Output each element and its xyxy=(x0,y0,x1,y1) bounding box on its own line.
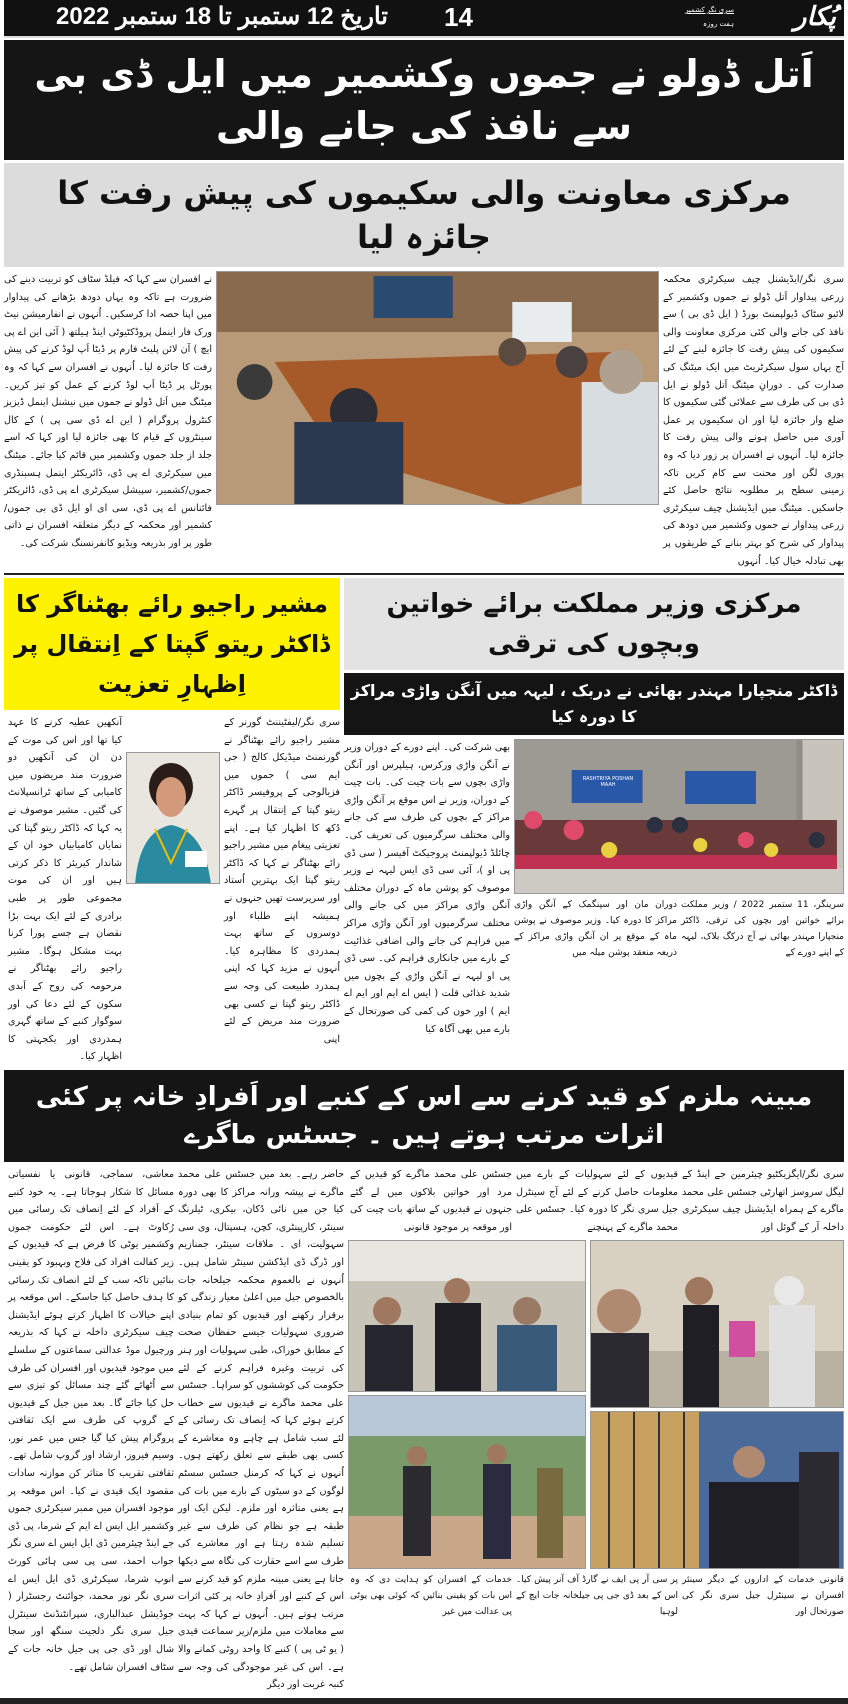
condolence-text-right: سری نگر/لیفٹیننٹ گورنر کے مشیر راجیو رائے بھٹناگر نے گورنمنٹ میڈیکل کالج ( جی ایم سی ) جموں میں فزیالوجی کے پروفیسر ڈاکٹر ریتو گپتا کے اِنتقال پر گہرے دُکھ کا اظہار کیا ہے۔ اپنے تعزیتی پیغام میں مشیر راجیو رائے بھٹناگر نے کہا کہ ڈاکٹر ریتو گپتا ایک بہترین اُستاد اور سرپرست تھیں جنہوں نے ہمیشہ اپنے طلباء اور دوسروں کے ساتھ بہت ہمدردی کا مظاہرہ کیا۔ اُنہوں نے مزید کہا کہ اپنی ہمدرد طبیعت کی وجہ سے ڈاکٹر ریتو گپتا نے کسی بھی ضرورت مند مریض کے لئے اپنی xyxy=(224,717,340,1045)
newspaper-logo: پُکار xyxy=(793,2,836,32)
lead-story-body xyxy=(4,271,844,570)
middle-section xyxy=(4,578,844,1066)
justice-text-e: معاشی، سماجی، قانونی یا نفسیاتی مسائل کا شکار ہوجاتا ہے۔ یہ خود کنبے کے اَفراد کے لئے اِنصاف تک رسائی میں رُکاوٹ ہے۔ اس لئے حکومت جموں وکشمیر یوٹی کا فرض ہے کہ قیدیوں کے زیر کفالت افراد کی فلاح وبہبود کو یقینی بنائیں تاکہ سب کے لئے انصاف تک رسائی کا ہدف حاصل کیا جاسکے۔ اس موقعہ پر اپنے خیالات کا اظہار کرتے ہوئے ایڈیشنل چیف سیکرٹری داخلہ نے کہا کہ بذریعہ ورچیول موڈ عدالتی سماعتوں کے سلسلے میں موجود قیدیوں اور افسران کی طرف سے اُٹھائے گئے چند مسائل کو تیزی سے حل کیا جائے گا۔ بعد میں جیل کے قیدیوں کے گروپ کی طرف سے ایک ثقافتی پروگرام پیش کیا گیا جس میں عمر نور، وسیم فیروز، ارشاد اور گروپ شامل تھے۔ ثقافتی تقریب کا متاثر کن موازنہ سادات مقصود ایک قیدی نے کیا۔ اس موقعہ پر موجود افسران میں ممبر سیکرٹری جموں وکشمیر ایل ایس اے ایم کے شرما، پی ڈی جے اینڈ چیئرمین ڈی ایل ایس اے سری نگر جواب احمد، سی پی سی ہائی کورٹ انوپ شرما، سیکرٹری ڈی ایل ایس اے سری نگر نور محمد، جوائنٹ رجسٹرار ( جوڈیشل عبدالباری، سپرانٹنڈنٹ سینٹرل جیل سری نگر دلجیت سنگھ اور سجا شال اور ڈی جی پی جیل خانہ جات کے سٹاف افسران شامل تھے۔ xyxy=(7,1168,174,1673)
city-label: سری نگر کشمیر xyxy=(685,6,734,14)
condolence-headline: مشیر راجیو رائے بھٹناگر کا ڈاکٹر ریتو گپتا کے اِنتقال پر اِظہارِ تعزیت xyxy=(4,578,340,710)
justice-headline: مبینہ ملزم کو قید کرنے سے اس کے کنبے اور اَفرادِ خانہ پر کئی اثرات مرتب ہوتے ہیں ۔ جسٹس ماگرے xyxy=(4,1070,844,1162)
justice-text-b: قیدیوں کے لئے سہولیات کے بارے میں معلومات حاصل کرنے کے لئے آج سینٹرل جیل سری نگر کا دورہ کیا۔ جسٹس علی محمد ماگرے کے پہنچنے xyxy=(516,1168,678,1233)
footer-rule xyxy=(0,1698,848,1704)
portrait-photo xyxy=(126,752,220,884)
minister-subheadline: ڈاکٹر منجپارا مہندر بھائی نے دربک ، لیہہ میں آنگن واڑی مراکز کا دورہ کیا xyxy=(344,673,844,735)
jail-visit-photo-1 xyxy=(348,1240,586,1392)
anganwadi-photo xyxy=(514,739,844,894)
lead-text-right: سری نگر/ایڈیشنل چیف سیکرٹری محکمہ زرعی پیداوار اَتل ڈولو نے جموں وکشمیر کے لائیو سٹاک ڈیولپمنٹ بورڈ ( ایل ڈی بی ) سے نافذ کی جانے والی کئی مرکزی معاونت والی سکیموں کی پیش رفت کا جائزہ لینے کے لئے آج یہاں سول سیکرٹریٹ میں ایک میٹنگ کی صدارت کی ۔ دورانِ میٹنگ اَتل ڈولو نے ایل ڈی بی کی طرف سے عملائی گئی سکیموں کا ضلع وار جائزہ لیا اور ان سکیموں پر عمل آوری میں حاصل ہونے والی پیش رفت کا جائزہ لیا۔ اُنہوں نے افسران پر زور دیا کہ وہ پوری لگن اور محنت سے کام کریں تاکہ زمینی سطح پر مطلوبہ نتائج حاصل کئے جاسکیں۔ میٹنگ میں ایڈیشنل چیف سیکرٹری زرعی پیداوار نے جموں وکشمیر میں دودھ کی پیداوار کی شرح کو بہتر بنانے کے طریقوں پر بھی تبادلہ خیال کیا۔ اُنہوں xyxy=(663,274,844,567)
justice-story xyxy=(4,1166,844,1694)
condolence-text-left: آنکھیں عطیہ کرنے کا عہد کیا تھا اور اس کی موت کے دن ان کی آنکھیں دو ضرورت مند مریضوں میں کامیابی کے ساتھ ٹرانسپلانٹ کی گئیں۔ مشیر موصوف نے یہ کہا کہ ڈاکٹر ریتو گپتا کی نمایاں کامیابیاں خود ان کے شاندار کیریئر کا ذکر کرتی ہیں اور ان کی موت مجموعی طور پر طبی برادری کے لئے ایک بہت بڑا نقصان ہے جسے پورا کرنا بہت مشکل ہوگا۔ مشیر راجیو رائے بھٹناگر نے مرحومہ کی روح کے اَبدی سکون کے لئے دعا کی اور سوگوار کنبے کے ساتھ گہری ہمدردی اور یکجہتی کا اظہار کیا۔ xyxy=(8,717,122,1063)
section-divider xyxy=(4,573,844,575)
masthead xyxy=(4,0,844,38)
justice-text-c: جسٹس علی محمد ماگرے کو قیدیں کے مرد اور خواتین بلاکوں میں لے گئے جنہوں نے قیدیوں کے ساتھ بات چیت کی اور موقعہ پر موجود قانونی xyxy=(350,1168,512,1233)
condolence-story xyxy=(4,578,340,1066)
minister-caption-right: سرینگر، 11 ستمبر 2022 / وزیر مملکت برائے خواتین اور بچوں کی ترقی، ڈاکٹر منجپارا مہندر بھائی نے آج درکگ بلاک، لیہہ کے اپنے دورے کے xyxy=(681,900,844,959)
justice-caption-2: پر سی آر پی ایف نے گارڈ آف آنر پیش کیا۔ اس کے بعد ڈی جی پی جیلخانہ جات ایچ کے لوہیا xyxy=(516,1575,678,1618)
justice-text-a: سری نگر/ایگزیکٹیو چیئرمین جے اینڈ کے لیگل سروسز اتھارٹی جسٹس علی محمد ماگرے کے ہمراہ ایڈیشنل چیف سیکرٹری داخلہ آر کے گوئل اور xyxy=(682,1168,844,1233)
justice-caption-1: قانونی خدمات کے اداروں کے دیگر سینئر افسران نے سینٹرل جیل سری نگر کی صورتحال اور xyxy=(682,1575,844,1618)
page-number: 14 xyxy=(444,2,473,32)
justice-caption-3: خدمات کے افسران کو ہدایت دی کہ وہ اس بات کو یقینی بنائیں کہ کوئی بھی یوٹی پی عدالت میں غیر xyxy=(350,1575,512,1618)
minister-caption-left: دوران مان اور سپنگمک کے آنگن واڑی مراکز کا دورہ کیا۔ وزیر موصوف نے پوشن ماہ کے موقع پر ان آنگن واڑی مراکز کے ذریعہ منعقد پوشن میلہ میں xyxy=(514,900,677,959)
jail-visit-photo-4 xyxy=(590,1411,844,1569)
meeting-photo xyxy=(216,271,659,505)
minister-headline: مرکزی وزیر مملکت برائے خواتین وبچوں کی ترقی xyxy=(344,578,844,670)
minister-story xyxy=(344,578,844,1038)
jail-visit-photo-2 xyxy=(348,1395,586,1569)
issue-date: تاریخ 12 ستمبر تا 18 ستمبر 2022 xyxy=(56,3,388,30)
justice-text-d: حاضر رہے۔ بعد میں جسٹس علی محمد ماگرے نے پیشہ ورانہ مراکز کا بھی دورہ کیا جن میں نائی دُکان، بیکری، ٹیلرنگ سینٹر، کارپینٹری، کچن، ہسپتال، وی سی سہولیت، ای ۔ ملاقات سینٹر، جمنازیم اور ڈرگ ڈی ایڈکشن سینٹر شامل ہیں۔ اُنہوں نے بالعموم محکمہ جیلخانہ جات بالخصوص جیل میں اعلیٰ معیار زندگی کو برقرار رکھنے اور قیدیوں کو تمام بنیادی ضروری سہولیات جیسے حفظان صحت کے مطابق خوراک، طبی سہولیات اور ہنر کی تربیت وغیرہ فراہم کرنے کے لئے حکومت کی کوششوں کو سراہا۔ جسٹس علی محمد ماگرے نے قیدیوں سے خطاب کرتے ہوئے کہا کہ اِنصاف تک رسائی کے لئے سب شامل ہے چاہے وہ معاشرے کے کسی بھی طبقے سے تعلق رکھتے ہوں۔ اُنہوں نے کہا کہ کرمنل جسٹس سسٹم لوگوں کے دو سیٹوں کے بارے میں بات کی ہے یعنی متاثرہ اور ملزم۔ لیکن ایک اور طبقہ ہے جو نظام کی طرف سے غیر تسلیم شدہ رہتا ہے اور معاشرے کی طرف سے اسے حقارت کی نگاہ سے دیکھا جاتا ہے یعنی مبینہ ملزم کو قید کرنے سے اس کے کنبے اور اَفرادِ خانہ پر کئی اثرات مرتب ہوتے ہیں۔ اُنہوں نے کہا کہ بہت سے معاملات میں ملزم/زیر سماعت قیدی ( یو ٹی پی ) کنبے کا واحد روٹی کمانے والا ہے۔ اس کی غیر موجودگی کی وجہ سے کنبہ غربت اور دیگر xyxy=(178,1168,344,1691)
minister-text: بھی شرکت کی۔ اپنے دورے کے دوران وزیر نے آنگن واڑی ورکرس، ہیلپرس اور آنگن واڑی بچوں سے بات چیت کی۔ بات چیت کے دوران، وزیر نے اس موقع پر آنگن واڑی مراکز کے بچوں کی طرف سے کی جانے والی مختلف سرگرمیوں کی تعریف کی۔ چائلڈ ڈیولپمنٹ پروجیکٹ آفیسر ( سی ڈی پی او )، آئی سی ڈی ایس لیہہ نے وزیر موصوف کو پوشن ماہ کے دوران مختلف آنگن واڑی مراکز میں کی جانے والی مختلف سرگرمیوں اور آنگن واڑی مراکز میں فراہم کی جانے والی اضافی غذائیت کے بارے میں جانکاری فراہم کی۔ سی ڈی پی او لیہہ نے آنگن واڑی کے بچوں میں شدید غذائی قلت ( ایس اے ایم اور ایم اے ایم ) اور خون کی کمی کی صورتحال کے بارے میں بھی آگاہ کیا xyxy=(344,742,510,1035)
lead-text-left: نے افسران سے کہا کہ فیلڈ سٹاف کو تربیت دینے کی ضرورت ہے تاکہ وہ یہاں دودھ بڑھانے کی پیداوار میں اپنا حصہ ادا کرسکیں۔ اُنہوں نے انفارمیشن نیٹ ورک فار اینمل پروڈکٹیوٹی اینڈ ہیلتھ ( آئی این اے پی ایچ ) آن لائن پلیٹ فارم پر ڈیٹا اَپ لوڈ کرنے کی پیش رفت کا جائزہ لیا۔ اُنہوں نے افسران سے کہا کہ وہ پورٹل پر ڈیٹا اَپ لوڈ کرنے کے عمل کو تیز کریں۔ میٹنگ میں اَتل ڈولو نے جموں میں نیشنل اینمل ڈیزیز کنٹرول پروگرام ( این اے ڈی سی پی ) کے کال سینٹروں کے قیام کا بھی جائزہ لیا اور کہا کہ اسے جلد از جلد جموں وکشمیر میں قائم کیا جائے۔ میٹنگ میں سیکرٹری اے پی ڈی، ڈائریکٹر اینمل ہسبنڈری جموں/کشمیر، سپیشل سیکرٹری اے پی ڈی، ڈائریکٹر فائنانس اے پی ڈی، سی ای او ایل ڈی بی جموں/کشمیر اور محکمہ کے دیگر متعلقہ افسران نے ذاتی طور پر اور بذریعہ ویڈیو کانفرنسنگ شرکت کی۔ xyxy=(4,274,212,549)
lead-headline: اَتل ڈولو نے جموں وکشمیر میں ایل ڈی بی سے نافذ کی جانے والی xyxy=(4,40,844,160)
poshan-banner: RASHTRIYA POSHAN MAAH xyxy=(582,776,634,789)
lead-subheadline: مرکزی معاونت والی سکیموں کی پیش رفت کا جائزہ لیا xyxy=(4,163,844,267)
weekly-label: ہفت روزہ xyxy=(703,20,734,28)
jail-visit-photo-3 xyxy=(590,1240,844,1408)
